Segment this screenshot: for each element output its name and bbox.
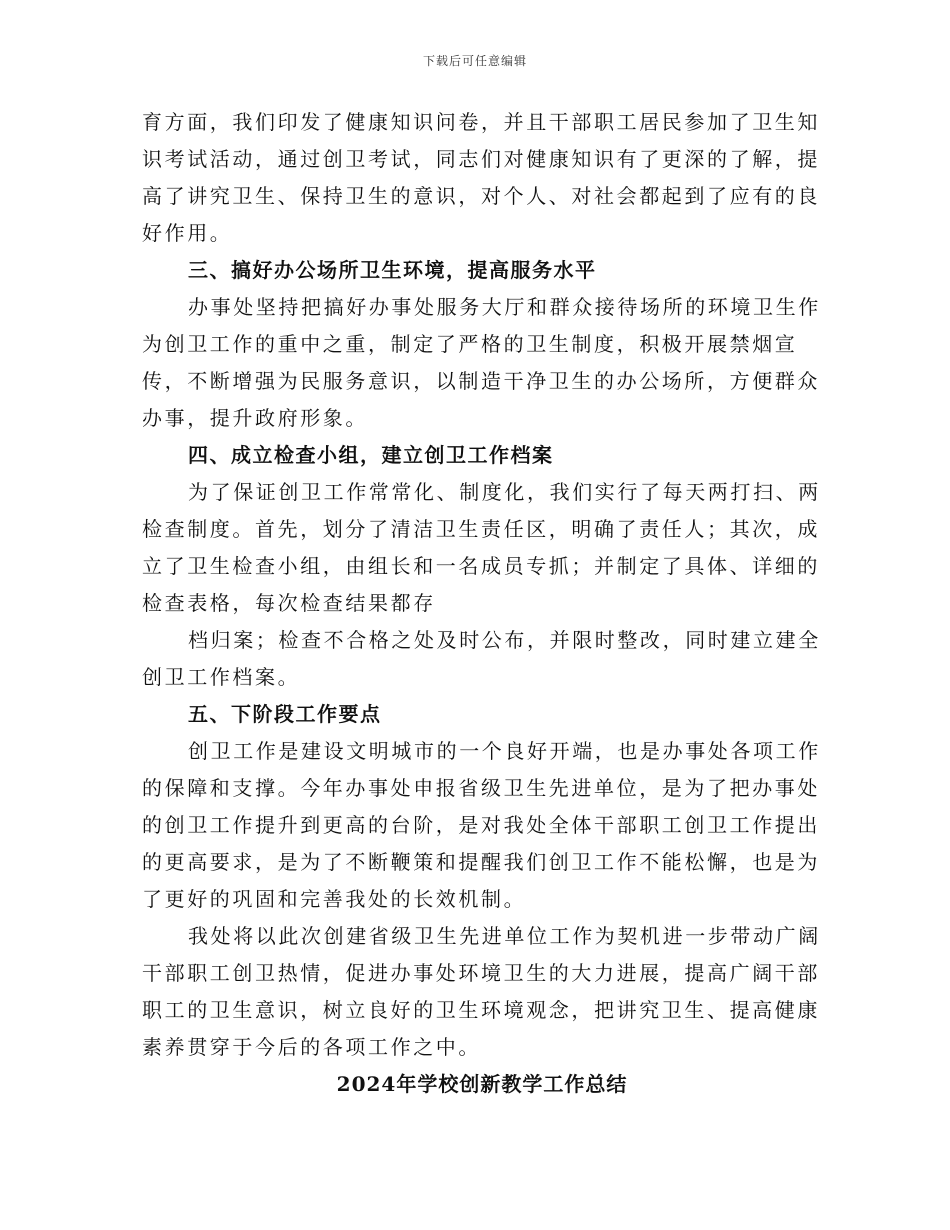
paragraph-next-stage: 创卫工作是建设文明城市的一个良好开端，也是办事处各项工作的保障和支撑。今年办事处申报省级卫生先进单位，是为了把办事处的创卫工作提升到更高的台阶，是对我处全体干部职工创卫工作提出的更高要求，是为了不断鞭策和提醒我们创卫工作不能松懈，也是为了更好的巩固和完善我处的长效机制。 [142, 739, 821, 911]
paragraph-inspection-group: 为了保证创卫工作常常化、制度化，我们实行了每天两打扫、两检查制度。首先，划分了清洁卫生责任区，明确了责任人；其次，成立了卫生检查小组，由组长和一名成员专抓；并制定了具体、详细的检查表格，每次检查结果都存 [142, 480, 821, 615]
paragraph-office-environment: 办事处坚持把搞好办事处服务大厅和群众接待场所的环境卫生作为创卫工作的重中之重，制定了严格的卫生制度，积极开展禁烟宣传，不断增强为民服务意识，以制造干净卫生的办公场所，方便群众办事，提升政府形象。 [142, 295, 821, 430]
page-header: 下载后可任意编辑 [422, 54, 527, 68]
paragraph-continued: 育方面，我们印发了健康知识问卷，并且干部职工居民参加了卫生知识考试活动，通过创卫考试，同志们对健康知识有了更深的了解，提高了讲究卫生、保持卫生的意识，对个人、对社会都起到了应有的良好作用。 [142, 110, 820, 245]
document-body [142, 104, 822, 1103]
paragraph-archive: 档归案；检查不合格之处及时公布，并限时整改，同时建立建全创卫工作档案。 [142, 628, 821, 689]
section-heading-5: 五、下阶段工作要点 [188, 702, 382, 726]
next-document-title: 2024年学校创新教学工作总结 [336, 1072, 628, 1096]
section-heading-4: 四、成立检查小组，建立创卫工作档案 [188, 443, 554, 467]
paragraph-conclusion: 我处将以此次创建省级卫生先进单位工作为契机进一步带动广阔干部职工创卫热情，促进办事处环境卫生的大力进展，提高广阔干部职工的卫生意识，树立良好的卫生环境观念，把讲究卫生、提高健康素养贯穿于今后的各项工作之中。 [142, 924, 821, 1059]
section-heading-3: 三、搞好办公场所卫生环境，提高服务水平 [188, 258, 597, 282]
